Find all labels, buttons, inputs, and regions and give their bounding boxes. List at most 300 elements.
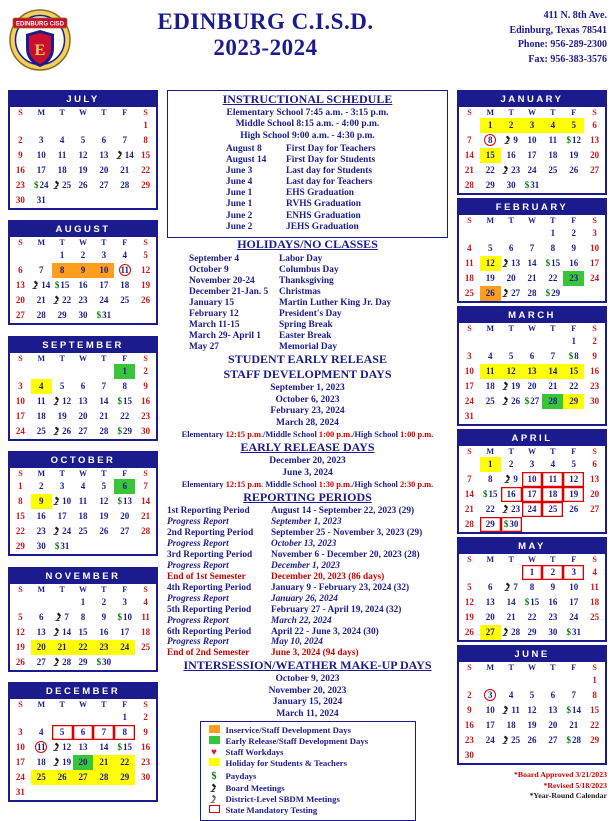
- day-cell: 19: [141, 280, 151, 291]
- payday-icon: $: [568, 351, 574, 362]
- early-release-date: December 20, 2023: [269, 455, 346, 466]
- mini-calendar-august: [8, 220, 158, 325]
- day-cell: $31: [96, 310, 112, 321]
- footnote: *Revised 5/18/2023: [543, 780, 607, 790]
- day-cell: $31: [566, 627, 581, 638]
- event-row: [167, 331, 448, 342]
- day-cell: 13: [590, 474, 600, 485]
- weekday-header: T: [550, 663, 556, 673]
- day-cell: 22: [527, 612, 537, 623]
- day-cell: 3: [101, 250, 107, 261]
- day-cell: 9: [501, 472, 522, 487]
- day-cell: $14: [566, 705, 581, 716]
- day-cell: 3: [122, 596, 127, 607]
- release-time-text: 1:30 p.m.: [318, 480, 353, 490]
- event-date: March 11-15: [189, 320, 240, 331]
- month-name: NOVEMBER: [10, 569, 156, 584]
- reporting-value: April 22 - June 3, 2024 (30): [271, 626, 379, 637]
- weekday-header: F: [571, 663, 577, 673]
- mini-calendar-october: [8, 451, 158, 556]
- gavel-icon: [32, 281, 40, 289]
- weekday-header: M: [37, 469, 46, 479]
- day-cell: 28: [93, 770, 114, 785]
- day-cell: 21: [569, 720, 579, 731]
- early-release-swatch-wrap: [208, 736, 221, 747]
- reporting-row: [167, 506, 448, 517]
- gavel-icon: [210, 795, 218, 803]
- day-cell: 29: [563, 394, 584, 409]
- day-cell: 1: [522, 565, 543, 580]
- weekday-header: M: [486, 663, 495, 673]
- event-row: [174, 211, 441, 222]
- day-cell: 21: [464, 165, 474, 175]
- day-cell: 1: [480, 118, 501, 133]
- weekday-header: S: [592, 324, 597, 334]
- event-row: [174, 199, 441, 210]
- weekday-header: M: [37, 353, 46, 363]
- month-grid: [459, 323, 605, 424]
- day-cell: 14: [464, 150, 474, 160]
- legend-item: [208, 725, 408, 736]
- day-cell: 13: [501, 256, 522, 271]
- weekday-header: S: [592, 663, 597, 673]
- empty-day-cell: [501, 565, 522, 580]
- mini-calendar-may: [457, 537, 607, 642]
- day-cell: 9: [467, 705, 472, 716]
- reporting-row: [167, 572, 448, 583]
- day-cell: 25: [52, 178, 73, 193]
- reporting-label: End of 2nd Semester: [167, 648, 250, 659]
- weekday-header: F: [122, 699, 128, 709]
- day-cell: 13: [15, 280, 25, 291]
- day-cell: 8: [143, 135, 148, 145]
- day-cell: 20: [15, 295, 25, 306]
- empty-day-cell: [459, 457, 480, 472]
- day-cell: 16: [464, 720, 474, 731]
- payday-icon: $: [545, 288, 551, 299]
- day-cell: 9: [550, 582, 556, 593]
- empty-day-cell: [501, 226, 522, 241]
- weekday-header: F: [571, 447, 577, 457]
- crest-banner-text: EDINBURG CISD: [15, 21, 65, 28]
- day-cell: 26: [52, 770, 73, 785]
- day-cell: 17: [527, 150, 537, 160]
- day-cell: 1: [59, 250, 65, 261]
- weekday-header: T: [59, 108, 65, 117]
- empty-day-cell: [501, 334, 522, 349]
- day-cell: 24: [485, 735, 495, 746]
- event-row: [167, 298, 448, 309]
- day-cell: 19: [563, 487, 584, 502]
- district-crest-logo: [8, 6, 72, 84]
- weekday-header: M: [37, 108, 46, 117]
- day-cell: 22: [485, 165, 495, 175]
- school-hours-line: Middle School 8:15 a.m. - 4:00 p.m.: [235, 119, 380, 130]
- day-cell: 2: [501, 118, 522, 133]
- day-cell: 24: [569, 612, 579, 623]
- day-cell: 14: [141, 496, 151, 507]
- day-cell: $29: [545, 288, 561, 299]
- day-cell: 31: [15, 786, 25, 797]
- section-title: REPORTING PERIODS: [243, 490, 372, 505]
- day-cell: 17: [15, 410, 25, 421]
- day-cell: 14: [542, 364, 563, 379]
- reporting-label: Progress Report: [167, 615, 229, 626]
- month-name: OCTOBER: [10, 453, 156, 468]
- reporting-periods-section: [167, 491, 448, 659]
- release-time-text: 12:15 p.m.: [225, 430, 264, 440]
- day-cell: 11: [501, 703, 522, 718]
- gavel-icon: [55, 613, 63, 621]
- empty-day-cell: [31, 595, 52, 610]
- release-time-text: /High School: [352, 480, 400, 490]
- weekday-header: S: [592, 447, 597, 457]
- day-cell: 30: [548, 627, 558, 638]
- calendar-body: [8, 90, 607, 816]
- day-cell: 10: [52, 494, 73, 509]
- early-staff-date: October 6, 2023: [275, 394, 340, 405]
- day-cell: 15: [141, 150, 151, 160]
- day-cell: 8: [488, 474, 493, 485]
- day-cell: 6: [39, 611, 44, 622]
- day-cell: 13: [99, 150, 109, 160]
- day-cell: 19: [485, 273, 495, 284]
- weekday-header: T: [508, 447, 514, 457]
- payday-icon: $: [524, 180, 530, 190]
- weekday-header: M: [486, 555, 495, 565]
- weekday-header: S: [18, 469, 23, 479]
- day-cell: 8: [52, 263, 73, 278]
- event-row: [174, 222, 441, 233]
- circled-date: 11: [37, 741, 46, 752]
- early-release-days-section: [167, 441, 448, 491]
- circled-date: 11: [120, 265, 129, 276]
- day-cell: 29: [527, 627, 537, 638]
- day-cell: 15: [15, 511, 25, 522]
- day-cell: 28: [464, 180, 474, 190]
- day-cell: 6: [508, 243, 514, 254]
- day-cell: 17: [36, 165, 46, 175]
- payday-icon: $: [96, 656, 102, 667]
- gavel-icon: [502, 259, 510, 267]
- day-cell: 2: [508, 459, 514, 470]
- day-cell: 13: [548, 705, 558, 716]
- weekday-header: M: [37, 699, 46, 709]
- event-date: December 21-Jan. 5: [189, 286, 269, 297]
- day-cell: 27: [78, 425, 88, 436]
- day-cell: 6: [101, 135, 107, 145]
- reporting-value: May 10, 2024: [271, 637, 323, 648]
- payday-icon: $: [566, 627, 571, 638]
- testing-swatch-wrap: [208, 805, 221, 816]
- day-cell: 1: [480, 457, 501, 472]
- crest-initial: E: [34, 42, 46, 59]
- legend-item: [208, 805, 408, 816]
- day-cell: 7: [93, 725, 114, 740]
- day-cell: 19: [464, 612, 474, 623]
- day-cell: 5: [488, 243, 493, 254]
- empty-day-cell: [522, 334, 543, 349]
- month-grid: [10, 468, 156, 554]
- day-cell: 20: [78, 410, 88, 421]
- month-name: SEPTEMBER: [10, 338, 156, 353]
- day-cell: 4: [59, 135, 65, 145]
- day-cell: 23: [464, 735, 474, 746]
- weekday-header: S: [143, 238, 148, 248]
- day-cell: 1: [550, 228, 556, 239]
- event-description: Memorial Day: [279, 342, 338, 353]
- section-title: INSTRUCTIONAL SCHEDULE: [222, 92, 393, 106]
- day-cell: 21: [36, 295, 46, 306]
- gavel-icon: [116, 151, 124, 159]
- page-header: [8, 6, 607, 90]
- weekday-header: M: [486, 216, 495, 226]
- early-staff-date: February 23, 2024: [270, 406, 345, 417]
- day-cell: 16: [569, 258, 579, 269]
- day-cell: 14: [99, 395, 109, 406]
- weekday-header: T: [59, 584, 65, 594]
- mini-calendar-march: [457, 306, 607, 426]
- day-cell: 29: [114, 770, 135, 785]
- legend-label: Inservice/Staff Development Days: [225, 724, 351, 735]
- gavel-icon: [502, 736, 510, 744]
- weekday-header: W: [527, 555, 536, 565]
- mini-calendar-april: [457, 429, 607, 534]
- day-cell: 6: [529, 351, 535, 362]
- day-cell: 20: [590, 489, 600, 500]
- day-cell: 2: [592, 336, 597, 347]
- day-cell: 14: [114, 148, 135, 163]
- day-cell: 26: [78, 180, 88, 190]
- weekday-header: S: [143, 469, 148, 479]
- payday-icon: $: [34, 180, 39, 190]
- event-date: September 4: [189, 253, 240, 264]
- day-cell: 8: [114, 725, 135, 740]
- testing-outline-swatch: [209, 805, 220, 813]
- weekday-header: W: [527, 447, 536, 457]
- event-date: June 2: [226, 210, 253, 221]
- weekday-header: F: [122, 353, 128, 363]
- day-cell: 8: [80, 611, 86, 622]
- day-cell: 7: [501, 580, 522, 595]
- empty-day-cell: [459, 673, 480, 688]
- day-cell: 29: [590, 735, 600, 746]
- day-cell: 4: [550, 459, 556, 470]
- day-cell: 1: [592, 675, 597, 686]
- day-cell: 20: [590, 150, 600, 160]
- address-line: 411 N. 8th Ave.: [543, 10, 607, 21]
- day-cell: 30: [78, 310, 88, 321]
- gavel-icon: [502, 505, 510, 513]
- day-cell: 27: [36, 656, 46, 667]
- weekday-header: S: [18, 584, 23, 594]
- event-date: June 3: [226, 166, 253, 177]
- day-cell: 12: [480, 256, 501, 271]
- reporting-value: September 25 - November 3, 2023 (29): [271, 527, 423, 538]
- day-cell: 18: [36, 756, 46, 767]
- center-column: [164, 90, 451, 816]
- day-cell: 4: [542, 118, 563, 133]
- section-title-line1: STUDENT EARLY RELEASE: [228, 352, 387, 367]
- address-line: Phone: 956-289-2300: [517, 39, 607, 50]
- day-cell: 5: [529, 690, 535, 701]
- day-cell: 23: [590, 381, 600, 392]
- event-description: Thanksgiving: [279, 275, 334, 286]
- holidays-section: [167, 238, 448, 354]
- day-cell: 3: [563, 565, 584, 580]
- inservice-color-swatch: [209, 725, 220, 733]
- gavel-icon: [504, 136, 512, 144]
- day-cell: 1: [18, 481, 23, 492]
- day-cell: 6: [488, 582, 493, 593]
- legend-label: Board Meetings: [225, 782, 285, 793]
- day-cell: 22: [569, 381, 579, 392]
- day-cell: 13: [485, 597, 495, 608]
- day-cell: 24: [15, 425, 25, 436]
- day-cell: 24: [15, 771, 25, 782]
- day-cell: 23: [15, 180, 25, 190]
- weekday-header: T: [550, 324, 556, 334]
- reporting-row: [167, 637, 448, 648]
- day-cell: 17: [464, 381, 474, 392]
- day-cell: 9: [73, 263, 94, 278]
- payday-icon: $: [545, 258, 551, 269]
- day-cell: 8: [529, 582, 535, 593]
- payday-icon: $: [566, 705, 571, 716]
- legend-item: [208, 770, 408, 783]
- gavel-icon: [53, 527, 61, 535]
- footnote: *Board Approved 3/21/2023: [514, 770, 607, 780]
- payday-icon: $: [211, 770, 217, 782]
- event-row: [167, 309, 448, 320]
- day-cell: 19: [57, 410, 67, 421]
- day-cell: 18: [120, 280, 130, 291]
- day-cell: 6: [73, 725, 94, 740]
- month-grid: [459, 107, 605, 193]
- empty-day-cell: [93, 118, 114, 133]
- release-time-text: Middle School: [263, 480, 319, 490]
- weekday-header: M: [37, 238, 46, 248]
- early-release-staff-dev-section: [167, 353, 448, 441]
- early-release-color-swatch: [209, 736, 220, 744]
- month-name: MARCH: [459, 308, 605, 323]
- day-cell: 26: [99, 526, 109, 537]
- day-cell: 18: [590, 597, 600, 608]
- day-cell: 4: [488, 351, 493, 362]
- makeup-date: October 9, 2023: [275, 674, 340, 685]
- reporting-row: [167, 616, 448, 627]
- month-grid: [459, 554, 605, 640]
- payday-icon: $: [96, 310, 102, 321]
- day-cell: 12: [99, 496, 109, 507]
- day-cell: 14: [31, 278, 52, 293]
- reporting-row: [167, 550, 448, 561]
- event-date: January 15: [189, 297, 235, 308]
- reporting-label: Progress Report: [167, 560, 229, 571]
- day-cell: 8: [550, 243, 556, 254]
- payday-icon: $: [524, 396, 530, 407]
- month-grid: [10, 699, 156, 800]
- day-cell: [480, 133, 501, 148]
- day-cell: 19: [569, 150, 579, 160]
- day-cell: 27: [480, 625, 501, 640]
- day-cell: 8: [592, 690, 597, 701]
- weekday-header: T: [59, 238, 65, 248]
- day-cell: $15: [483, 489, 498, 500]
- intersession-section: [167, 659, 448, 720]
- day-cell: 23: [36, 526, 46, 537]
- holiday-events-list: [167, 254, 448, 354]
- day-cell: 14: [464, 489, 474, 500]
- day-cell: 26: [52, 424, 73, 439]
- mini-calendar-january: [457, 90, 607, 195]
- reporting-label: Progress Report: [167, 637, 229, 648]
- day-cell: [31, 740, 52, 755]
- reporting-label: Progress Report: [167, 516, 229, 527]
- event-description: Last day for Students: [286, 166, 373, 177]
- day-cell: 10: [569, 582, 579, 593]
- day-cell: 19: [501, 379, 522, 394]
- day-cell: 28: [99, 425, 109, 436]
- day-cell: 11: [465, 258, 474, 269]
- day-cell: 17: [569, 597, 579, 608]
- school-hours-list: [174, 108, 441, 142]
- reporting-label: 1st Reporting Period: [167, 505, 250, 516]
- empty-day-cell: [542, 673, 563, 688]
- event-description: EHS Graduation: [286, 188, 354, 199]
- day-cell: 11: [141, 611, 150, 622]
- day-cell: 7: [39, 265, 44, 276]
- event-row: [174, 166, 441, 177]
- day-cell: 22: [590, 720, 600, 731]
- payday-icon: $: [54, 280, 60, 291]
- day-cell: 27: [73, 770, 94, 785]
- day-cell: 6: [18, 265, 23, 276]
- day-cell: 29: [485, 180, 495, 190]
- day-cell: 28: [501, 625, 522, 640]
- gavel-icon: [502, 166, 510, 174]
- empty-day-cell: [501, 673, 522, 688]
- day-cell: 3: [59, 481, 65, 492]
- day-cell: 6: [80, 380, 86, 391]
- empty-day-cell: [480, 334, 501, 349]
- day-cell: 21: [120, 165, 130, 175]
- event-date: June 1: [226, 188, 253, 199]
- day-cell: 17: [57, 511, 67, 522]
- legend-label: Holiday for Students & Teachers: [225, 758, 347, 769]
- empty-day-cell: [73, 710, 94, 725]
- day-cell: [480, 688, 501, 703]
- day-cell: 12: [52, 394, 73, 409]
- day-cell: 15: [78, 626, 88, 637]
- day-cell: 29: [78, 656, 88, 667]
- event-description: Spring Break: [279, 320, 333, 331]
- page-title: [76, 6, 455, 62]
- weekday-header: W: [527, 216, 536, 226]
- weekday-header: W: [527, 663, 536, 673]
- empty-day-cell: [10, 364, 31, 379]
- legend-label: District-Level SBDM Meetings: [225, 794, 340, 805]
- gavel-icon: [53, 628, 61, 636]
- day-cell: 16: [99, 626, 109, 637]
- day-cell: 1: [80, 596, 86, 607]
- day-cell: $30: [96, 656, 112, 667]
- gavel-icon: [53, 743, 61, 751]
- weekday-header: W: [78, 699, 87, 709]
- day-cell: 23: [563, 271, 584, 286]
- day-cell: 26: [15, 656, 25, 667]
- day-cell: 20: [120, 511, 130, 522]
